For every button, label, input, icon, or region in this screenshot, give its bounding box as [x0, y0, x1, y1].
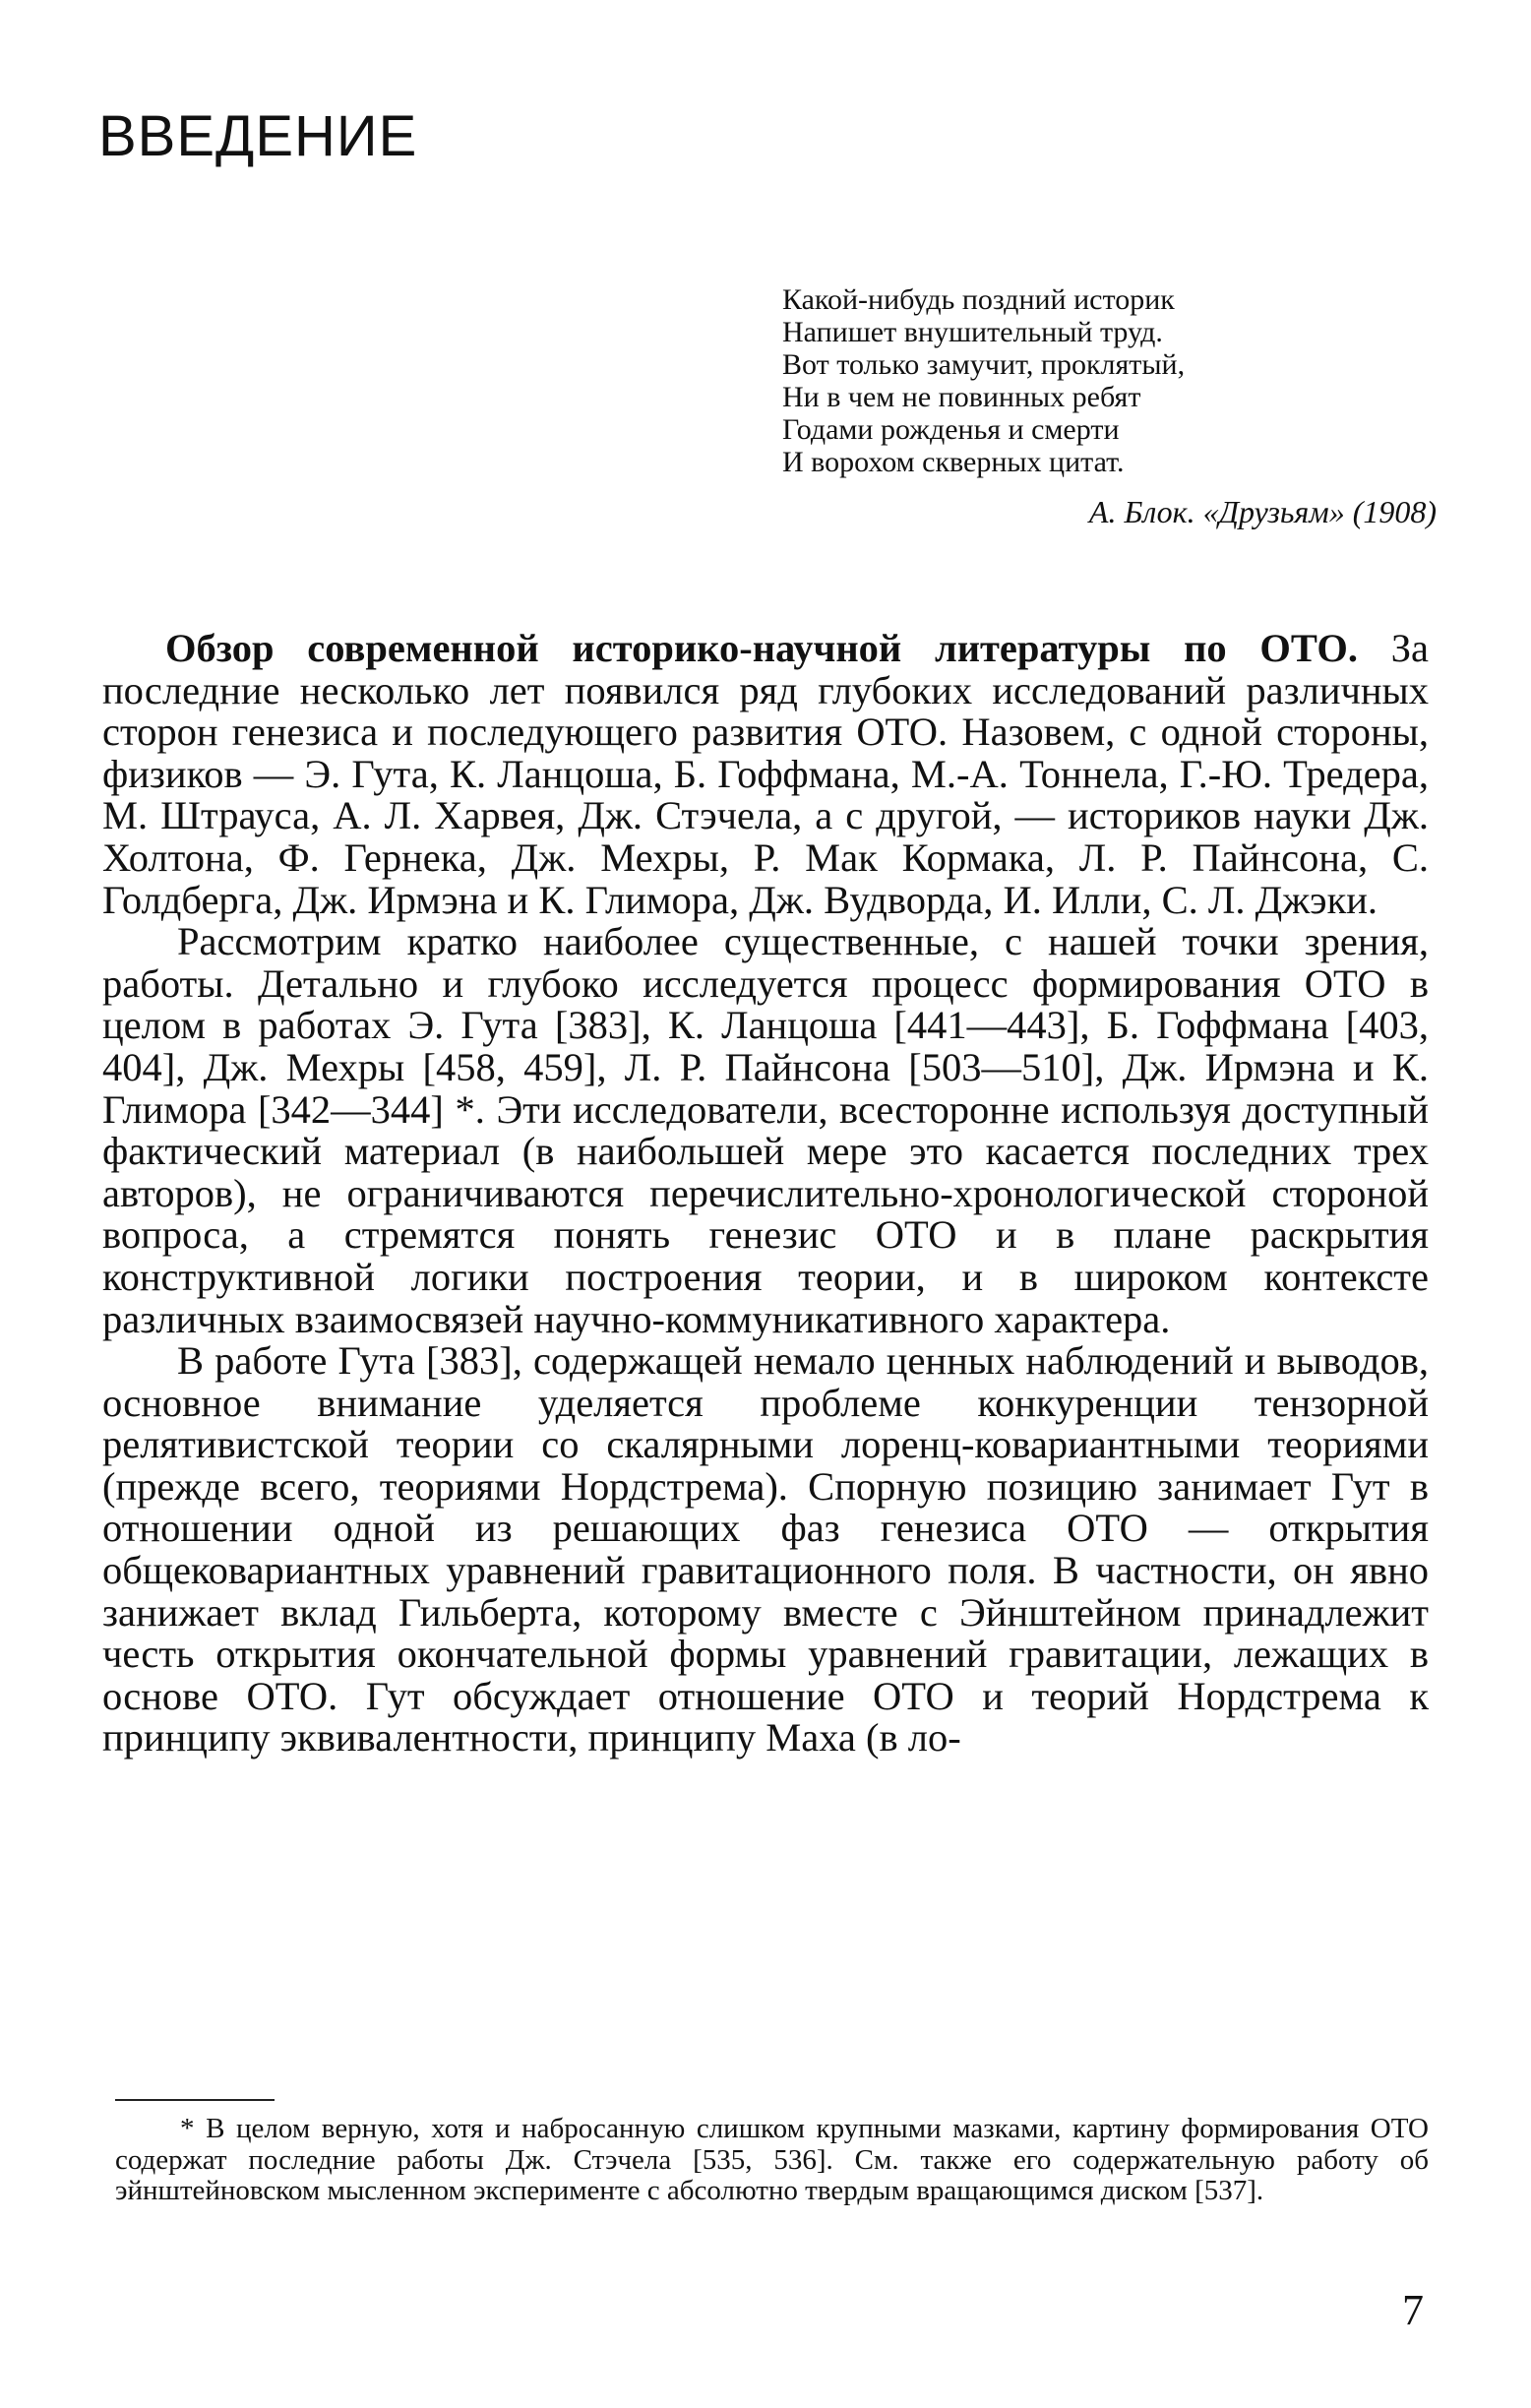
- epigraph-line: Годами рожденья и смерти: [782, 413, 1120, 446]
- epigraph: [782, 283, 1451, 528]
- footnote: * В целом верную, хотя и набросанную слишком крупными мазками, картину формирования ОТО содержат последние работы Дж. Стэчела [535, 536]. См. также его содержательную работу об эйнштейновском мысленном эксперименте с абсолютно твердым вращающимся диском [537].: [115, 2113, 1429, 2206]
- paragraph-text: За последние несколько лет появился ряд глубоких исследований различных сторон генезиса и последующего развития ОТО. Назовем, с одной стороны, физиков — Э. Гута, К. Ланцоша, Б. Гоффмана, М.-А. Тоннела, Г.-Ю. Тредера, М. Штрауса, А. Л. Харвея, Дж. Стэчела, а с другой, — историков науки Дж. Холтона, Ф. Гернека, Дж. Мехры, Р. Мак Кормака, Л. Р. Пайнсона, С. Голдберга, Дж. Ирмэна и К. Глимора, Дж. Вудворда, И. Илли, С. Л. Джэки.: [102, 626, 1429, 922]
- epigraph-attribution: А. Блок. «Друзьям» (1908): [1088, 494, 1437, 529]
- chapter-title: ВВЕДЕНИЕ: [98, 104, 418, 168]
- epigraph-line: Напишет внушительный труд.: [782, 316, 1163, 348]
- main-text: [102, 628, 1429, 1760]
- epigraph-line: Вот только замучит, проклятый,: [782, 348, 1186, 381]
- section-heading: Обзор современной историко-научной литературы по ОТО.: [165, 626, 1359, 670]
- footnote-separator: [115, 2099, 275, 2101]
- epigraph-line: Ни в чем не повинных ребят: [782, 381, 1141, 413]
- paragraph: Рассмотрим кратко наиболее существенные, с нашей точки зрения, работы. Детально и глубоко исследуется процесс формирования ОТО в целом в работах Э. Гута [383], К. Ланцоша [441—443], Б. Гоффмана [403, 404], Дж. Мехры [458, 459], Л. Р. Пайнсона [503—510], Дж. Ирмэна и К. Глимора [342—344] *. Эти исследователи, всесторонне используя доступный фактический материал (в наибольшей мере это касается последних трех авторов), не ограничиваются перечислительно-хронологической стороной вопроса, а стремятся понять генезис ОТО и в плане раскрытия конструктивной логики построения теории, и в широком контексте различных взаимосвязей научно-коммуникативного характера.: [102, 919, 1429, 1341]
- epigraph-line: Какой-нибудь поздний историк: [782, 283, 1175, 316]
- page-number: 7: [1402, 2286, 1424, 2334]
- paragraph: [102, 628, 1429, 921]
- paragraph: В работе Гута [383], содержащей немало ценных наблюдений и выводов, основное внимание уделяется проблеме конкуренции тензорной релятивистской теории со скалярными лоренц-ковариантными теориями (прежде всего, теориями Нордстрема). Спорную позицию занимает Гут в отношении одной из решающих фаз генезиса ОТО — открытия общековариантных уравнений гравитационного поля. В частности, он явно занижает вклад Гильберта, которому вместе с Эйнштейном принадлежит честь открытия окончательной формы уравнений гравитации, лежащих в основе ОТО. Гут обсуждает отношение ОТО и теорий Нордстрема к принципу эквивалентности, принципу Маха (в ло-: [102, 1338, 1429, 1760]
- epigraph-line: И ворохом скверных цитат.: [782, 446, 1125, 478]
